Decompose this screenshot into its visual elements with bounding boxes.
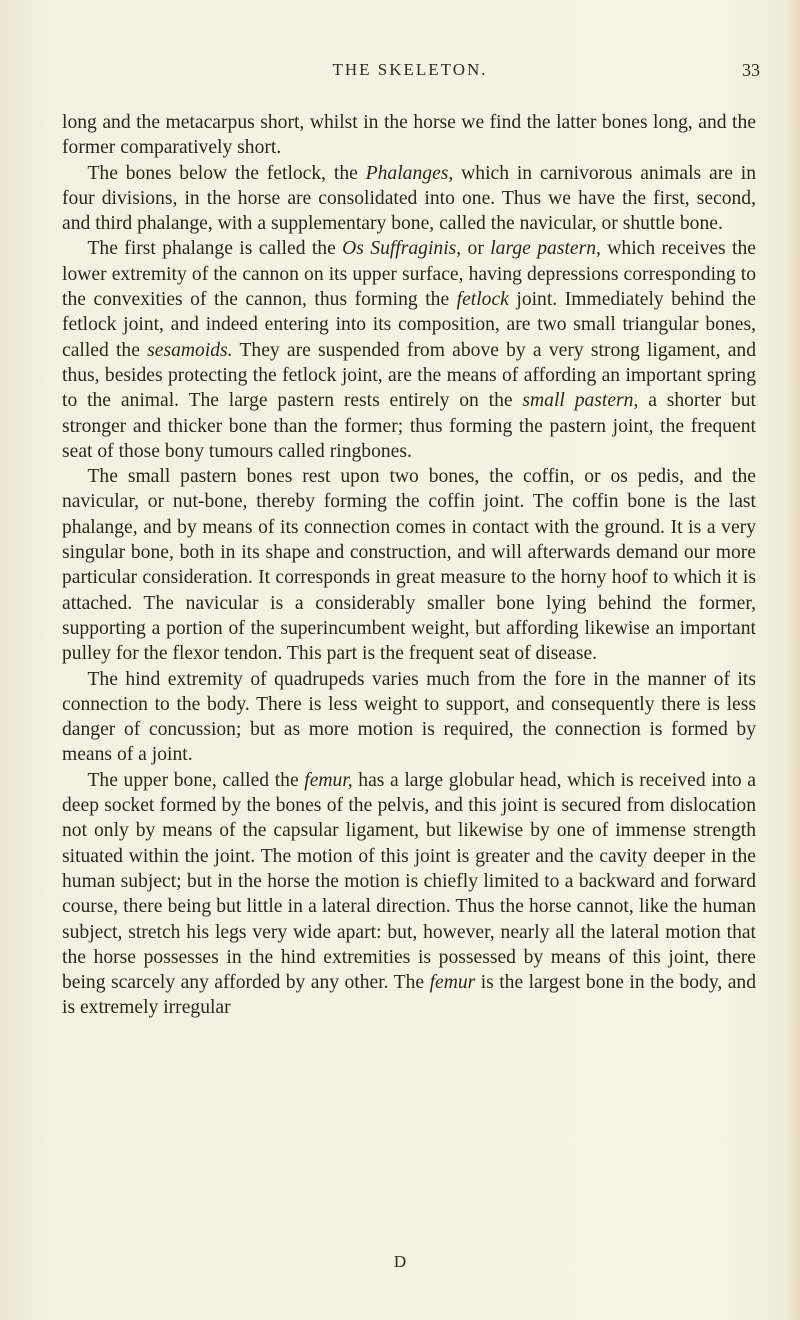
- text-run: which receives the lower extremity of the cannon on its upper surface, having depressions corresponding to the convexities of the cannon, thus forming the: [62, 238, 756, 311]
- page-header: [60, 60, 760, 90]
- italic-term: Os Suffraginis,: [342, 238, 462, 260]
- italic-term: sesamoids.: [147, 339, 233, 361]
- text-run: The small pastern bones rest upon two bones, the coffin, or os pedis, and the navicular, or nut-bone, thereby forming the coffin joint. The coffin bone is the last phalange, and by means of its connection comes in contact with the ground. It is a very singular bone, both in its shape and construction, and will afterwards demand our more particular consideration. It corresponds in great measure to the horny hoof to which it is attached. The navicular is a considerably smaller bone lying behind the former, supporting a portion of the superincumbent weight, but affording likewise an important pulley for the flexor tendon. This part is the frequent seat of disease.: [62, 466, 756, 665]
- text-run: long and the metacarpus short, whilst in the horse we find the latter bones long, and the former comparatively short.: [62, 112, 756, 159]
- text-run: a shorter but stronger and thicker bone than the former; thus forming the pastern joint, the frequent seat of those bony tumours called ringbones.: [62, 390, 756, 462]
- text-run: joint. Immediately behind the fetlock joint, and indeed entering into its composition, are two small triangular bones, called the: [62, 289, 756, 361]
- paragraph: [62, 464, 756, 666]
- paragraph: [62, 110, 756, 161]
- text-run: which in carnivorous animals are in four divisions, in the horse are consolidated into one. Thus we have the first, second, and third phalange, with a supplementary bone, called the navicular, or shuttle bone.: [62, 162, 756, 235]
- body-text: [62, 110, 756, 1021]
- italic-term: large pastern,: [490, 238, 601, 260]
- page-edge-shadow: [786, 0, 800, 1320]
- text-run: has a large globular head, which is received into a deep socket formed by the bones of the pelvis, and this joint is secured from dislocation not only by means of the capsular ligament, but likewise by one of immense strength situated within the joint. The motion of this joint is greater and the cavity deeper in the human subject; but in the horse the motion is chiefly limited to a backward and forward course, there being but little in a lateral direction. Thus the horse cannot, like the human subject, stretch his legs very wide apart: but, however, nearly all the lateral motion that the horse possesses in the hind extremities is possessed by means of this joint, there being scarcely any afforded by any other. The: [62, 769, 756, 994]
- text-run: or: [461, 238, 491, 260]
- text-run: The hind extremity of quadrupeds varies much from the fore in the manner of its connection to the body. There is less weight to support, and consequently there is less danger of concussion; but as more motion is required, the connection is formed by means of a joint.: [62, 668, 756, 766]
- paragraph: [62, 667, 756, 768]
- text-run: The first phalange is called the: [87, 238, 343, 260]
- text-run: The upper bone, called the: [87, 769, 305, 791]
- paragraph: [62, 768, 756, 1021]
- page-number: 33: [742, 60, 760, 80]
- text-run: The bones below the fetlock, the: [87, 162, 366, 184]
- italic-term: femur: [429, 972, 476, 994]
- paragraph: [62, 161, 756, 237]
- signature-mark: D: [393, 1252, 407, 1271]
- italic-term: small pastern,: [522, 390, 639, 412]
- running-head: THE SKELETON.: [332, 60, 488, 79]
- italic-term: femur,: [304, 769, 353, 791]
- paragraph: [62, 236, 756, 464]
- italic-term: fetlock: [456, 289, 509, 311]
- text-run: is the largest bone in the body, and is extremely irregular: [62, 972, 757, 1019]
- italic-term: Phalanges,: [365, 162, 454, 184]
- text-run: They are suspended from above by a very strong ligament, and thus, besides protecting the fetlock joint, are the means of affording an important spring to the animal. The large pastern rests entirely on the: [62, 339, 756, 412]
